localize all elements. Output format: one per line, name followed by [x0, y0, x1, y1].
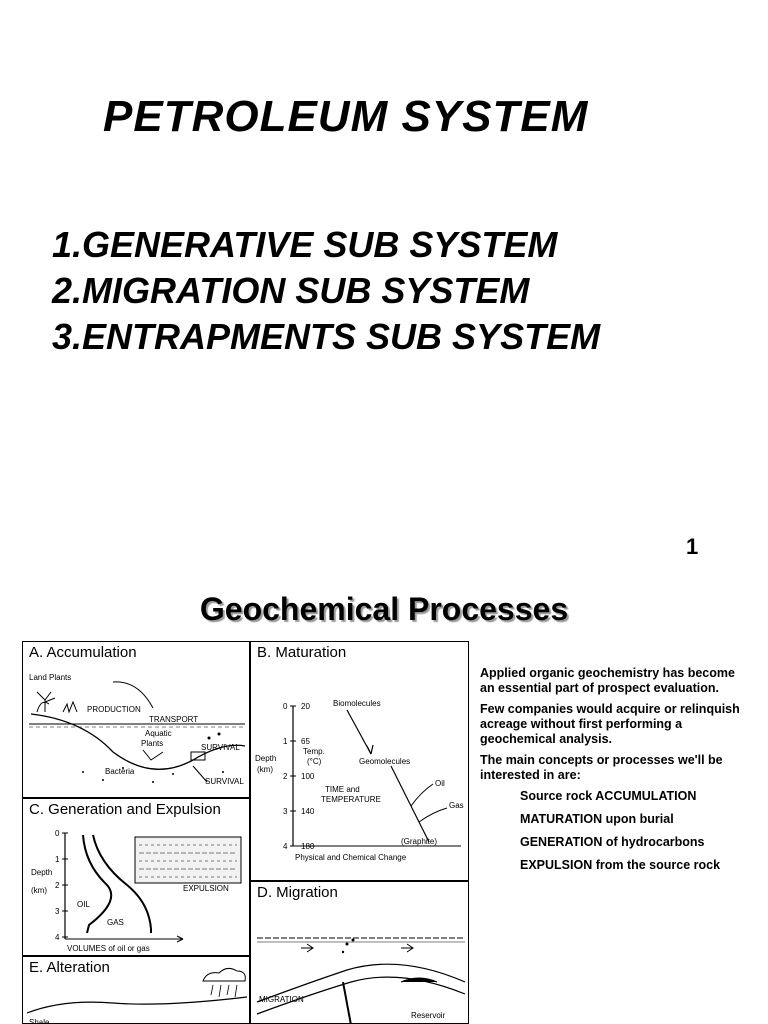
subsystem-item: 3.ENTRAPMENTS SUB SYSTEM — [52, 316, 601, 357]
paragraph: The main concepts or processes we'll be interested in are: — [480, 753, 723, 782]
concept-item: EXPULSION from the source rock — [520, 858, 721, 872]
plants-label: Plants — [141, 739, 164, 748]
rain-icon — [211, 985, 237, 997]
maturation-diagram — [251, 642, 469, 881]
flow-arrow-2 — [401, 944, 413, 952]
gas-arrow — [419, 808, 447, 822]
concept-item: MATURATION upon burial — [520, 812, 674, 826]
depth-tick-label: 3 — [283, 807, 288, 816]
concept-item: Source rock ACCUMULATION — [520, 789, 697, 803]
axis-label: Physical and Chemical Change — [295, 853, 407, 862]
page-number: 1 — [686, 534, 699, 559]
depth-label: Depth — [31, 868, 53, 877]
surface-line — [27, 997, 247, 1013]
migration-label: MIGRATION — [259, 995, 304, 1004]
depth-tick-label: 0 — [55, 829, 60, 838]
temp-label: Temp. — [303, 747, 325, 756]
temp-tick-label: 140 — [301, 807, 315, 816]
depth-tick-label: 1 — [55, 855, 60, 864]
basin-floor — [31, 714, 245, 769]
temp-tick-label: 65 — [301, 737, 310, 746]
graphite-arrow — [391, 766, 429, 842]
panel-title: E. Alteration — [29, 959, 110, 976]
panel-generation-expulsion — [22, 798, 250, 956]
paragraph: Few companies would acquire or relinquish acreage without first performing a geochemical analysis. — [480, 702, 740, 746]
depth-tick-label: 1 — [283, 737, 288, 746]
expulsion-block — [135, 837, 241, 883]
concept-list — [520, 789, 740, 873]
panel-title: D. Migration — [257, 884, 338, 901]
temp-tick-label: 100 — [301, 772, 315, 781]
shale-label: Shale — [29, 1018, 50, 1024]
paragraph: Applied organic geochemistry has become an essential part of prospect evaluation. — [480, 666, 735, 695]
survival-arrow — [143, 750, 163, 760]
biomolecules-label: Biomolecules — [333, 699, 381, 708]
oil-label: OIL — [77, 900, 90, 909]
production-label: PRODUCTION — [87, 705, 141, 714]
sediment-box — [191, 752, 205, 760]
depth-tick-label: 2 — [55, 881, 60, 890]
km-label: (km) — [257, 765, 273, 774]
land-plants-label: Land Plants — [29, 673, 72, 682]
depth-tick-label: 4 — [283, 842, 288, 851]
gas-label: Gas — [449, 801, 464, 810]
temp-tick-label: 180 — [301, 842, 315, 851]
accumulation-diagram — [23, 642, 250, 798]
time-and-label: TIME and — [325, 785, 360, 794]
survival-label: SURVIVAL — [201, 743, 240, 752]
transport-label: TRANSPORT — [149, 715, 199, 724]
depth-tick-label: 2 — [283, 772, 288, 781]
depth-label: Depth — [255, 754, 277, 763]
panel-title: A. Accumulation — [29, 644, 137, 661]
depth-tick-label: 3 — [55, 907, 60, 916]
panel-alteration — [22, 956, 250, 1024]
bacteria-label: Bacteria — [105, 767, 135, 776]
plants-icon — [63, 702, 77, 712]
expulsion-label: EXPULSION — [183, 884, 229, 893]
panel-title: B. Maturation — [257, 644, 347, 661]
tree-icon — [37, 692, 55, 712]
cloud-icon — [203, 968, 245, 981]
concept-item: GENERATION of hydrocarbons — [520, 835, 705, 849]
aquatic-label: Aquatic — [145, 729, 172, 738]
panel-maturation — [250, 641, 469, 881]
temperature-label: TEMPERATURE — [321, 795, 381, 804]
flow-arrow-1 — [301, 944, 313, 952]
depth-tick-label: 0 — [283, 702, 288, 711]
side-text — [480, 666, 740, 881]
survival-label-2: SURVIVAL — [205, 777, 244, 786]
depth-tick-label: 4 — [55, 933, 60, 942]
reservoir-label: Reservoir — [411, 1011, 446, 1020]
oil-arrow — [411, 784, 433, 806]
km-label: (km) — [31, 886, 47, 895]
panel-title: C. Generation and Expulsion — [29, 801, 221, 818]
generation-diagram — [23, 799, 250, 956]
oil-label: Oil — [435, 779, 445, 788]
subsystem-list — [52, 222, 600, 360]
temp-tick-label: 20 — [301, 702, 310, 711]
panel-migration — [250, 881, 469, 1024]
subsystem-item: 1.GENERATIVE SUB SYSTEM — [52, 224, 558, 265]
geomolecules-label: Geomolecules — [359, 757, 411, 766]
subsystem-item: 2.MIGRATION SUB SYSTEM — [52, 270, 530, 311]
graphite-label: (Graphite) — [401, 837, 438, 846]
gas-label: GAS — [107, 918, 124, 927]
panel-accumulation — [22, 641, 250, 798]
fault-line — [343, 982, 351, 1024]
page-title: PETROLEUM SYSTEM — [103, 92, 589, 141]
volumes-label: VOLUMES of oil or gas — [67, 944, 150, 953]
migration-diagram — [251, 882, 469, 1024]
seep-dots — [342, 939, 355, 954]
temp-unit-label: (°C) — [307, 757, 322, 766]
slide-2-title: Geochemical Processes — [199, 591, 569, 627]
